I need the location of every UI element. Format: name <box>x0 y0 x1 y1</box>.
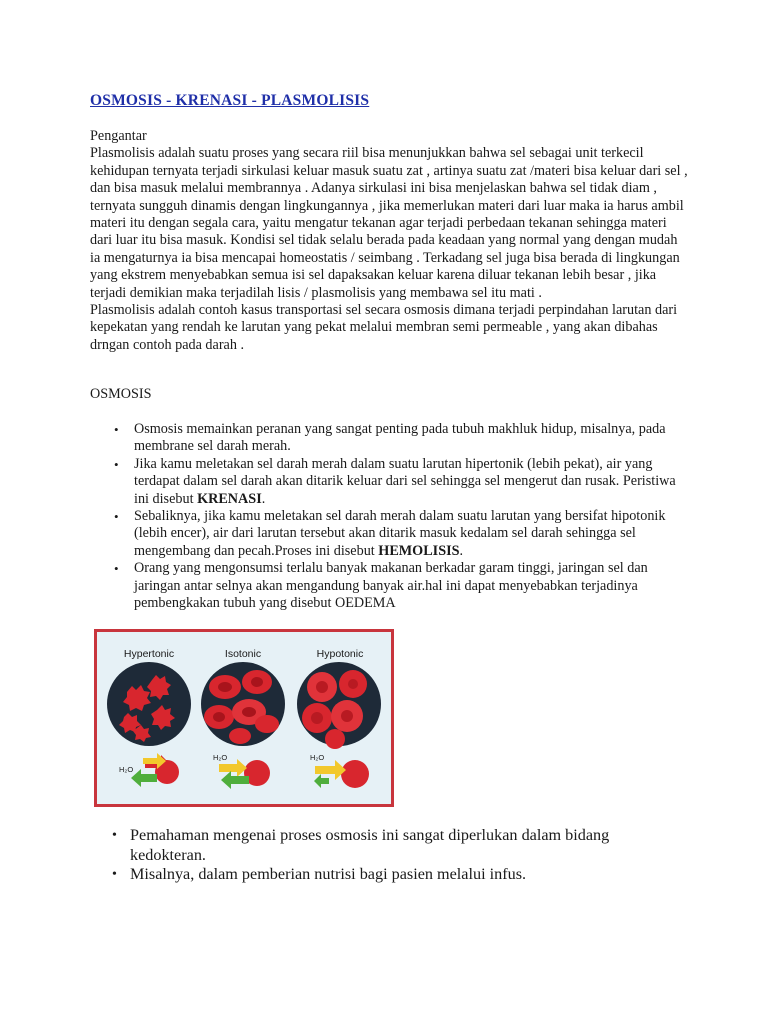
tonicity-diagram <box>94 629 394 807</box>
bullet-text: Orang yang mengonsumsi terlalu banyak makanan berkadar garam tinggi, jaringan sel dan jaringan antar selnya akan mengandung banyak air.hal ini dapat menyebabkan terjadinya pembengkakan tubuh yang disebut OEDEMA <box>134 560 648 612</box>
water-label: H₂O <box>119 765 134 774</box>
hypertonic-solution-circle <box>107 662 191 746</box>
hypotonic-water-movement <box>310 753 369 788</box>
arrow-out-icon <box>314 774 329 788</box>
document-title: OSMOSIS - KRENASI - PLASMOLISIS <box>90 92 370 109</box>
list-item <box>90 456 680 508</box>
label-hypertonic: Hypertonic <box>123 648 175 660</box>
list-item <box>90 865 680 885</box>
bullet-text-end: . <box>459 542 464 559</box>
label-hypotonic: Hypotonic <box>316 648 364 660</box>
closing-bullet-list <box>90 826 680 885</box>
bullet-text: Sebaliknya, jika kamu meletakan sel darah merah dalam suatu larutan yang bersifat hipotonik (lebih encer), air dari larutan tersebut akan ditarik masuk kedalam sel darah sehingga sel mengembang dan pecah.Proses ini disebut <box>134 508 666 559</box>
bullet-text: Jika kamu meletakan sel darah merah dalam suatu larutan hipertonik (lebih pekat), air yang terdapat dalam sel darah akan ditarik keluar dari sel sehingga sel mengerut dan rusak. Peristiwa ini disebut <box>134 455 676 507</box>
list-item <box>90 421 680 456</box>
bullet-text: • Misalnya, dalam pemberian nutrisi bagi pasien melalui infus. <box>130 865 527 884</box>
krenasi-term: KRENASI <box>197 490 262 507</box>
water-label: H₂O <box>213 753 228 762</box>
osmosis-heading: OSMOSIS <box>90 386 152 402</box>
list-item <box>90 826 680 865</box>
intro-paragraph-1: Plasmolisis adalah suatu proses yang secara riil bisa menunjukkan bahwa sel sebagai unit terkecil kehidupan ternyata terjadi sirkulasi keluar masuk suatu zat , artinya suatu zat /materi bisa keluar dari sel , dan bisa masuk melalui membrannya . Adanya sirkulasi ini bisa menjelaskan bahwa sel tidak diam , ternyata sungguh dinamis dengan lingkungannya , jika memerlukan materi dari luar maka ia harus ambil materi itu dengan segala cara, yaitu mengatur tekanan agar terjadi perbedaan tekanan sehingga materi dari luar itu bisa masuk. Kondisi sel tidak selalu berada pada keadaan yang normal yang dengan mudah ia mengaturnya ia bisa mencapai homeostatis / seimbang . Terkadang sel juga bisa berada di lingkungan yang ekstrem menyebabkan semua isi sel dapaksakan keluar karena diluar tekanan lebih besar , jika terjadi demikian maka terjadilah lisis / plasmolisis yang membawa sel itu mati . <box>90 145 688 301</box>
isotonic-water-movement <box>213 753 270 789</box>
list-item <box>90 508 680 560</box>
hypertonic-water-movement <box>119 753 179 787</box>
label-isotonic: Isotonic <box>224 648 262 660</box>
osmosis-bullet-list <box>90 421 680 612</box>
water-label: H₂O <box>310 753 325 762</box>
bullet-text: • Pemahaman mengenai proses osmosis ini sangat diperlukan dalam bidang kedokteran. <box>130 826 610 864</box>
bullet-text: Osmosis memainkan peranan yang sangat penting pada tubuh makhluk hidup, misalnya, pada membrane sel darah merah. <box>134 421 666 455</box>
hemolisis-term: HEMOLISIS <box>378 542 460 559</box>
arrow-out-icon <box>131 769 157 787</box>
intro-paragraph-2: Plasmolisis adalah contoh kasus transportasi sel secara osmosis dimana terjadi perpindahan larutan dari kepekatan yang rendah ke larutan yang pekat melalui membran semi permeable , yang akan dibahas drngan contoh pada darah . <box>90 302 678 353</box>
list-item <box>90 560 680 612</box>
intro-heading: Pengantar <box>90 128 147 144</box>
intro-section <box>90 128 690 354</box>
tonicity-illustration <box>97 632 391 804</box>
bullet-text-end: . <box>261 490 266 507</box>
